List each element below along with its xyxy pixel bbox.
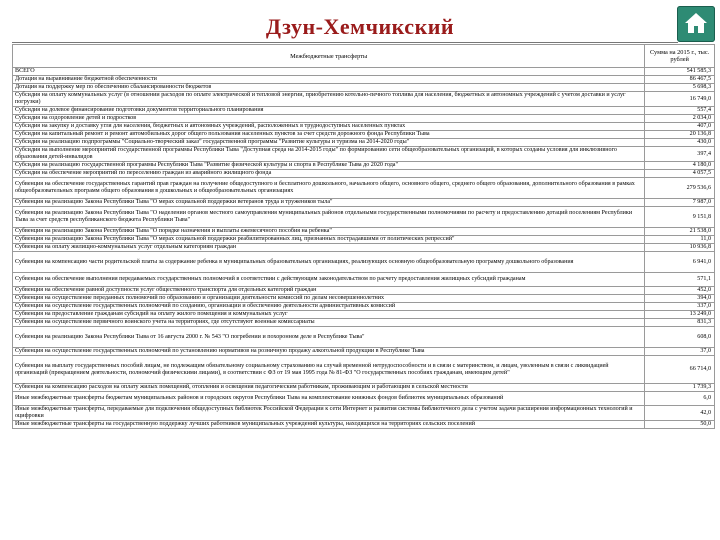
row-label: Субвенция на реализацию Закона Республики Тыва "О наделении органов местного самоуправления муниципальных районов отдельными государственными полномочиями по расчету и предоставлению дотаций поселениям Республики Тыва за счет средств республиканского бюджета Республики Тыва" (13, 207, 645, 228)
row-amount: 21 538,0 (645, 228, 715, 236)
row-label: ВСЕГО (13, 68, 645, 76)
row-label: Субсидия на оздоровление детей и подростков (13, 115, 645, 123)
table-row (13, 139, 715, 147)
row-label: Субвенция на осуществление первичного воинского учета на территориях, где отсутствуют военные комиссариаты (13, 319, 645, 327)
row-label: Субвенция на предоставление гражданам субсидий на оплату жилого помещения и коммунальных услуг (13, 311, 645, 319)
row-amount: 5 698,3 (645, 84, 715, 92)
table-row (13, 392, 715, 406)
table-row (13, 123, 715, 131)
table-row (13, 76, 715, 84)
row-label: Иные межбюджетные трансферты, передаваемые для подключения общедоступных библиотек Российской Федерации к сети Интернет и развития системы библиотечного дела с учетом задачи расширения информационных технологий и оцифровки (13, 406, 645, 421)
row-label: Субвенция на обеспечение равной доступности услуг общественного транспорта для отдельных категорий граждан (13, 287, 645, 295)
title-divider (12, 42, 678, 43)
row-label: Субвенция на компенсацию расходов на оплату жилых помещений, отопления и освещения педагогическим работникам, проживающим и работающим в сельской местности (13, 384, 645, 392)
table-row (13, 295, 715, 303)
row-amount: 4 057,5 (645, 170, 715, 178)
table-row (13, 115, 715, 123)
table-row (13, 178, 715, 199)
row-label: Дотация на выравнивание бюджетной обеспеченности (13, 76, 645, 84)
row-amount: 6 941,0 (645, 252, 715, 273)
table-row (13, 319, 715, 327)
home-button[interactable] (677, 6, 715, 42)
table-row (13, 244, 715, 252)
row-amount: 430,0 (645, 139, 715, 147)
row-amount: 571,1 (645, 273, 715, 287)
table-row (13, 311, 715, 319)
row-label: Иные межбюджетные трансферты бюджетам муниципальных районов и городских округов Республики Тыва на комплектование книжных фондов библиотек муниципальных образований (13, 392, 645, 406)
row-label: Иные межбюджетные трансферты на государственную поддержку лучших работников муниципальных учреждений культуры, находящихся на территориях сельских поселений (13, 421, 645, 429)
table-row (13, 356, 715, 384)
row-label: Субвенция на обеспечение выполнения передаваемых государственных полномочий в соответствии с действующим законодательством по расчету предоставления жилищных субсидий гражданам (13, 273, 645, 287)
page-title: Дзун-Хемчикский (265, 14, 455, 39)
row-amount: 37,0 (645, 348, 715, 356)
header-transfers: Межбюджетные трансферты (13, 45, 645, 68)
table-row (13, 384, 715, 392)
table-row (13, 327, 715, 348)
table-row (13, 287, 715, 295)
row-label: Субвенция на осуществление государственных полномочий по созданию, организации и обеспечению деятельности административных комиссий (13, 303, 645, 311)
row-amount: 50,0 (645, 421, 715, 429)
row-label: Субсидия на реализацию государственной программы Республики Тыва "Развитие физической культуры и спорта в Республике Тыва до 2020 года" (13, 162, 645, 170)
table-row (13, 147, 715, 162)
row-amount: 66 714,0 (645, 356, 715, 384)
table-row (13, 84, 715, 92)
row-label: Субвенция на реализацию Закона Республики Тыва "О порядке назначения и выплаты ежемесячного пособия на ребенка" (13, 228, 645, 236)
row-amount: 9 151,8 (645, 207, 715, 228)
row-amount: 2 034,0 (645, 115, 715, 123)
row-amount: 4 180,0 (645, 162, 715, 170)
row-label: Субвенция на компенсацию части родительской платы за содержание ребенка в муниципальных образовательных организациях, реализующих основную общеобразовательную программу дошкольного образования (13, 252, 645, 273)
row-label: Субсидия на реализацию подпрограммы "Социально-творческий заказ" государственной программы "Развитие культуры и туризма на 2014-2020 годы" (13, 139, 645, 147)
row-label: Субвенция на реализацию Закона Республики Тыва "О мерах социальной поддержки ветеранов труда и тружеников тыла" (13, 199, 645, 207)
table-row (13, 131, 715, 139)
row-amount: 6,0 (645, 392, 715, 406)
row-label: Субвенция на оплату жилищно-коммунальных услуг отдельным категориям граждан (13, 244, 645, 252)
row-label: Субвенция на осуществление государственных полномочий по установлению нормативов на розничную продажу алкогольной продукции в Республике Тыва (13, 348, 645, 356)
row-amount: 7 987,0 (645, 199, 715, 207)
row-amount: 831,3 (645, 319, 715, 327)
table-row (13, 421, 715, 429)
row-label: Дотация на поддержку мер по обеспечению сбалансированности бюджетов (13, 84, 645, 92)
row-label: Субвенция на обеспечение государственных гарантий прав граждан на получение общедоступного и бесплатного дошкольного, начального общего, основного общего, среднего общего образования, дополнительного образования в рамках общеобразовательных программ общего образования в дошкольных и общеобразовательных организациях (13, 178, 645, 199)
table-row (13, 199, 715, 207)
table-header-row (13, 45, 715, 68)
table-row (13, 303, 715, 311)
header-amount: Сумма на 2015 г., тыс. рублей (645, 45, 715, 68)
table-row (13, 68, 715, 76)
row-label: Субсидия на обеспечение мероприятий по переселению граждан из аварийного жилищного фонда (13, 170, 645, 178)
table-row (13, 170, 715, 178)
row-amount: 11,0 (645, 236, 715, 244)
row-label: Субвенция на осуществление переданных полномочий по образованию и организации деятельности комиссий по делам несовершеннолетних (13, 295, 645, 303)
row-amount: 608,0 (645, 327, 715, 348)
table-row (13, 348, 715, 356)
row-amount: 86 467,5 (645, 76, 715, 84)
row-label: Субсидия на капитальный ремонт и ремонт автомобильных дорог общего пользования населенных пунктов за счет средств дорожного фонда Республики Тыва (13, 131, 645, 139)
table-row (13, 207, 715, 228)
table-row (13, 273, 715, 287)
table-row (13, 107, 715, 115)
row-label: Субвенция на реализацию Закона Республики Тыва от 16 августа 2000 г. № 543 "О погребении и похоронном деле в Республике Тыва" (13, 327, 645, 348)
row-label: Субсидия на оплату коммунальных услуг (в отношении расходов по оплате электрической и тепловой энергии, приобретению котельно-печного топлива для населения, бюджетных и автономных учреждений с учетом доставки и услуг погрузки) (13, 92, 645, 107)
row-amount: 394,0 (645, 295, 715, 303)
row-label: Субвенция на реализацию Закона Республики Тыва "О мерах социальной поддержки реабилитированных лиц, признанных пострадавшими от политических репрессий" (13, 236, 645, 244)
table-row (13, 252, 715, 273)
row-amount: 407,0 (645, 123, 715, 131)
row-amount: 20 136,8 (645, 131, 715, 139)
row-amount: 541 585,3 (645, 68, 715, 76)
table-row (13, 406, 715, 421)
table-row (13, 228, 715, 236)
row-label: Субсидия на закупку и доставку угля для населения, бюджетных и автономных учреждений, расположенных в труднодоступных населенных пунктах (13, 123, 645, 131)
row-label: Субвенция на выплату государственных пособий лицам, не подлежащим обязательному социальному страхованию на случай временной нетрудоспособности и в связи с материнством, и лицам, уволенным в связи с ликвидацией организаций (прекращением деятельности, полномочий физическими лицами), в соответствии с ФЗ от 19 мая 1995 года № 81-ФЗ "О государственных пособиях гражданам, имеющим детей" (13, 356, 645, 384)
table-row (13, 92, 715, 107)
row-amount: 13 249,0 (645, 311, 715, 319)
table-row (13, 162, 715, 170)
row-amount: 1 739,3 (645, 384, 715, 392)
row-amount: 10 936,8 (645, 244, 715, 252)
row-label: Субсидия на выполнение мероприятий государственной программы Республики Тыва "Доступная среда на 2014-2015 годы" по формированию сети общеобразовательных организаций, в которых созданы условия для инклюзивного образования детей-инвалидов (13, 147, 645, 162)
row-amount: 16 749,0 (645, 92, 715, 107)
row-amount: 337,0 (645, 303, 715, 311)
transfers-table (12, 44, 715, 429)
home-icon (683, 10, 709, 36)
row-amount: 279 536,6 (645, 178, 715, 199)
row-amount: 42,0 (645, 406, 715, 421)
row-amount: 397,4 (645, 147, 715, 162)
row-amount: 557,4 (645, 107, 715, 115)
row-label: Субсидия на долевое финансирование подготовки документов территориального планирования (13, 107, 645, 115)
row-amount: 452,0 (645, 287, 715, 295)
table-row (13, 236, 715, 244)
